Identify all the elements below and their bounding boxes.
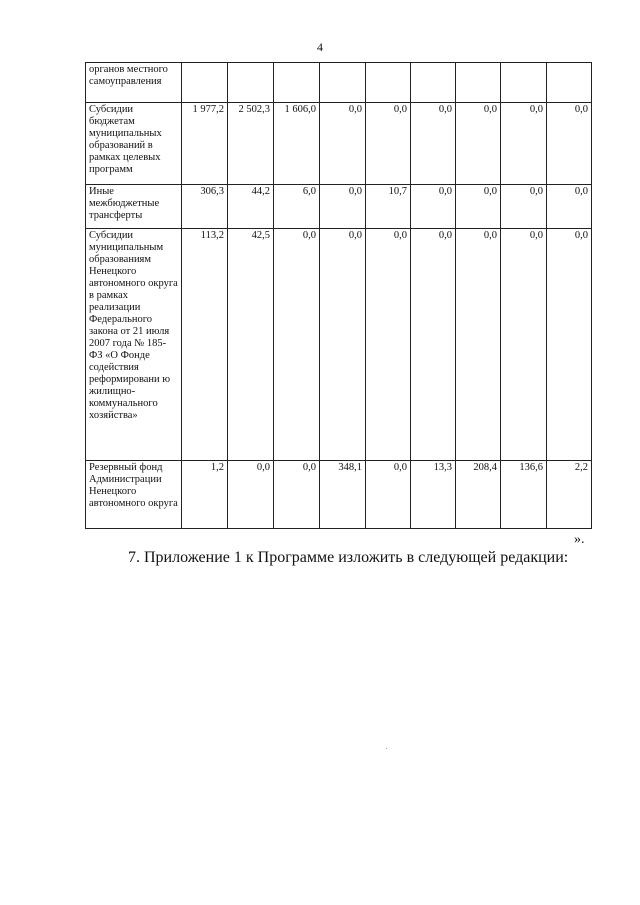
cell-value: 0,0 [274, 229, 320, 461]
cell-value: 6,0 [274, 185, 320, 229]
table-row [86, 63, 592, 103]
cell-value: 0,0 [320, 229, 366, 461]
cell-value: 1 606,0 [274, 103, 320, 185]
cell-value [456, 63, 501, 103]
cell-value: 42,5 [228, 229, 274, 461]
closing-quote: ». [574, 532, 585, 547]
cell-value: 0,0 [366, 229, 411, 461]
cell-value: 1 977,2 [182, 103, 228, 185]
row-label: Иные межбюджетные трансферты [86, 185, 182, 229]
cell-value: 0,0 [547, 229, 592, 461]
cell-value [274, 63, 320, 103]
cell-value: 0,0 [456, 103, 501, 185]
cell-value: 0,0 [320, 185, 366, 229]
cell-value: 113,2 [182, 229, 228, 461]
table-row [86, 185, 592, 229]
cell-value [411, 63, 456, 103]
cell-value: 0,0 [411, 103, 456, 185]
cell-value: 0,0 [501, 185, 547, 229]
cell-value: 0,0 [547, 185, 592, 229]
cell-value: 0,0 [366, 103, 411, 185]
cell-value: 306,3 [182, 185, 228, 229]
cell-value: 0,0 [547, 103, 592, 185]
row-label: Субсидии муниципальным образованиям Ненецкого автономного округа в рамках реализации Федерального закона от 21 июля 2007 года № 185-ФЗ «О Фонде содействия реформировани ю жилищно-коммунального хозяйства» [86, 229, 182, 461]
cell-value: 44,2 [228, 185, 274, 229]
cell-value: 0,0 [320, 103, 366, 185]
cell-value: 0,0 [274, 461, 320, 529]
cell-value: 208,4 [456, 461, 501, 529]
cell-value: 136,6 [501, 461, 547, 529]
cell-value: 2 502,3 [228, 103, 274, 185]
cell-value: 0,0 [456, 229, 501, 461]
cell-value: 10,7 [366, 185, 411, 229]
cell-value: 0,0 [456, 185, 501, 229]
table-body [86, 63, 592, 529]
table-row [86, 461, 592, 529]
budget-table [85, 62, 592, 529]
row-label: Резервный фонд Администрации Ненецкого автономного округа [86, 461, 182, 529]
cell-value [547, 63, 592, 103]
cell-value: 1,2 [182, 461, 228, 529]
cell-value: 0,0 [228, 461, 274, 529]
cell-value: 2,2 [547, 461, 592, 529]
table-row [86, 229, 592, 461]
cell-value [228, 63, 274, 103]
row-label: Субсидии бюджетам муниципальных образований в рамках целевых программ [86, 103, 182, 185]
row-label: органов местного самоуправления [86, 63, 182, 103]
cell-value [320, 63, 366, 103]
cell-value: 0,0 [366, 461, 411, 529]
cell-value: 0,0 [501, 229, 547, 461]
cell-value: 13,3 [411, 461, 456, 529]
instruction-text: 7. Приложение 1 к Программе изложить в следующей редакции: [128, 549, 569, 566]
cell-value: 348,1 [320, 461, 366, 529]
cell-value: 0,0 [411, 185, 456, 229]
cell-value [501, 63, 547, 103]
scan-speck [386, 748, 387, 749]
cell-value: 0,0 [501, 103, 547, 185]
cell-value: 0,0 [411, 229, 456, 461]
cell-value [182, 63, 228, 103]
table-row [86, 103, 592, 185]
page-number: 4 [317, 40, 323, 54]
cell-value [366, 63, 411, 103]
